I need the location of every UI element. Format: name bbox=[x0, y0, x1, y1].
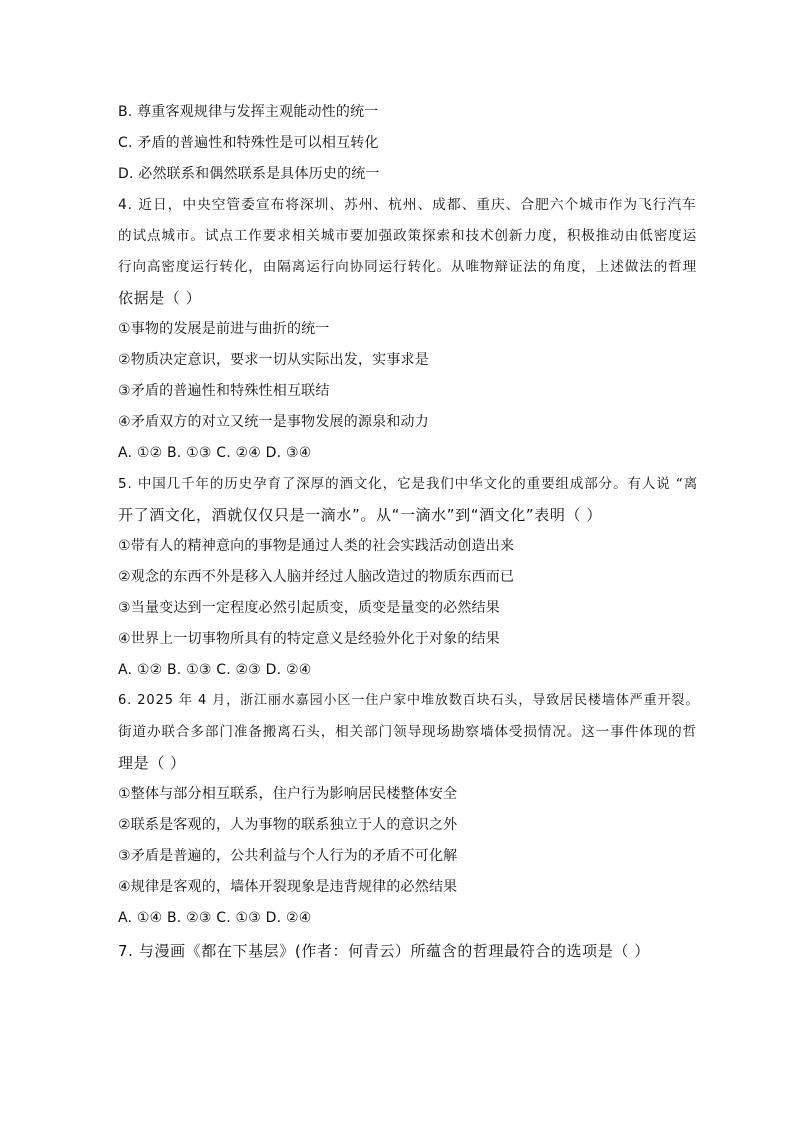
q6-item-4: ④规律是客观的，墙体开裂现象是违背规律的必然结果 bbox=[118, 879, 458, 895]
q5-item-4: ④世界上一切事物所具有的特定意义是经验外化于对象的结果 bbox=[118, 631, 500, 647]
q5-stem-line-2: 开了酒文化，酒就仅仅只是一滴水”。从“一滴水”到“酒文化”表明（ ） bbox=[118, 506, 603, 524]
q4-choices: A. ①② B. ①③ C. ②④ D. ③④ bbox=[118, 445, 312, 461]
q7-stem: 7. 与漫画《都在下基层》(作者：何青云）所蕴含的哲理最符合的选项是（ ） bbox=[118, 942, 650, 960]
q6-item-3: ③矛盾是普遍的，公共利益与个人行为的矛盾不可化解 bbox=[118, 848, 458, 864]
q6-stem-line-2: 街道办联合多部门准备搬离石头，相关部门领导现场勘察墙体受损情况。这一事件体现的哲 bbox=[118, 724, 698, 740]
q4-stem-line-1: 4. 近日，中央空管委宣布将深圳、苏州、杭州、成都、重庆、合肥六个城市作为飞行汽车 bbox=[118, 197, 697, 213]
q5-stem-line-1: 5. 中国几千年的历史孕育了深厚的酒文化，它是我们中华文化的重要组成部分。有人说 “离 bbox=[118, 476, 699, 492]
q4-item-1: ①事物的发展是前进与曲折的统一 bbox=[118, 321, 330, 337]
q6-item-1: ①整体与部分相互联系，住户行为影响居民楼整体安全 bbox=[118, 786, 458, 802]
q5-item-1: ①带有人的精神意向的事物是通过人类的社会实践活动创造出来 bbox=[118, 538, 515, 554]
q5-item-2: ②观念的东西不外是移入人脑并经过人脑改造过的物质东西而已 bbox=[118, 569, 515, 585]
q4-item-3: ③矛盾的普遍性和特殊性相互联结 bbox=[118, 383, 330, 399]
q6-stem-line-3: 理是（ ） bbox=[118, 754, 186, 772]
q5-choices: A. ①② B. ①③ C. ②③ D. ②④ bbox=[118, 662, 312, 678]
q6-choices: A. ①④ B. ②③ C. ①③ D. ②④ bbox=[118, 910, 312, 926]
q4-stem-line-2: 的试点城市。试点工作要求相关城市要加强政策探索和技术创新力度，积极推动由低密度运 bbox=[118, 228, 698, 244]
q6-stem-line-1: 6. 2025 年 4 月，浙江丽水嘉园小区一住户家中堆放数百块石头，导致居民楼墙体严重开裂。 bbox=[118, 693, 700, 708]
q4-item-2: ②物质决定意识，要求一切从实际出发，实事求是 bbox=[118, 352, 429, 368]
q6-item-2: ②联系是客观的，人为事物的联系独立于人的意识之外 bbox=[118, 817, 458, 833]
q3-option-b: B. 尊重客观规律与发挥主观能动性的统一 bbox=[118, 104, 379, 120]
q5-item-3: ③当量变达到一定程度必然引起质变，质变是量变的必然结果 bbox=[118, 600, 500, 616]
q3-option-d: D. 必然联系和偶然联系是具体历史的统一 bbox=[118, 166, 380, 182]
q4-stem-line-4: 依据是（ ） bbox=[118, 289, 202, 307]
q3-option-c: C. 矛盾的普遍性和特殊性是可以相互转化 bbox=[118, 135, 379, 151]
q4-stem-line-3: 行向高密度运行转化，由隔离运行向协同运行转化。从唯物辩证法的角度，上述做法的哲理 bbox=[118, 259, 698, 275]
q4-item-4: ④矛盾双方的对立又统一是事物发展的源泉和动力 bbox=[118, 414, 429, 430]
